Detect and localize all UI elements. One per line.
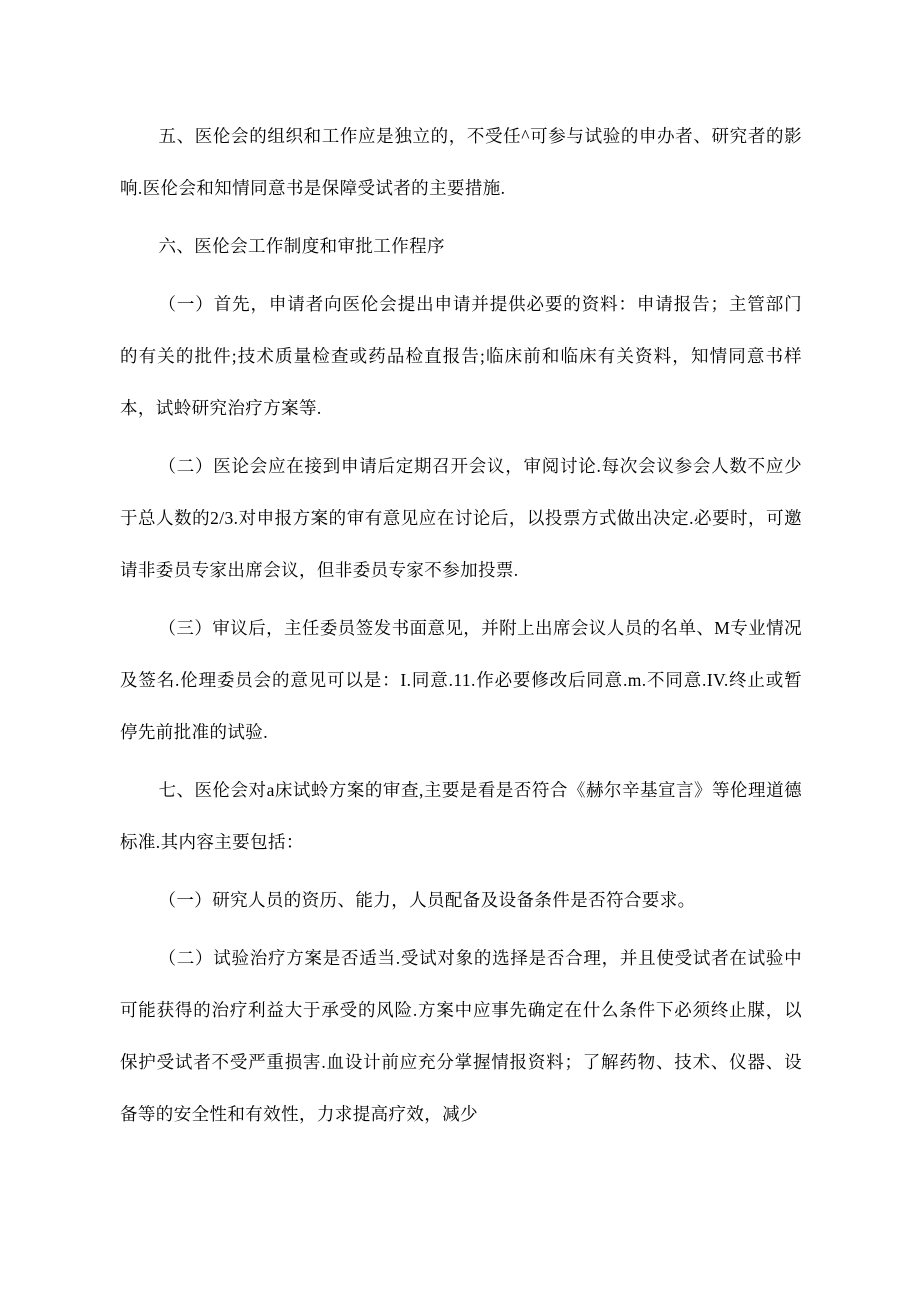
- paragraph-item-2: （二）医论会应在接到申请后定期召开会议，审阅讨论.每次会议参会人数不应少于总人数的2/3.对申报方案的审有意见应在讨论后，以投票方式做出决定.必要时，可邀请非委员专家出席会议，但非委员专家不参加投票.: [120, 456, 802, 580]
- paragraph-item-1: （一）首先，申请者向医伦会提出申请并提供必要的资料：申请报告；主管部门的有关的批件;技术质量检查或药品检直报告;临床前和临床有关资料，知情同意书样本，试蛉研究治疗方案等.: [120, 294, 802, 418]
- paragraph-item-1b: （一）研究人员的资历、能力，人员配备及设备条件是否符合要求。: [158, 890, 696, 910]
- paragraph-section-6-heading: 六、医伦会工作制度和审批工作程序: [158, 236, 445, 256]
- paragraph-section-5: 五、医伦会的组织和工作应是独立的，不受任^可参与试验的申办者、研究者的影响.医伦会和知情同意书是保障受试者的主要措施.: [120, 126, 802, 198]
- paragraph-item-3: （三）审议后，主任委员签发书面意见，并附上出席会议人员的名单、M专业情况及签名.伦理委员会的意见可以是：I.同意.11.作必要修改后同意.m.不同意.IV.终止或暂停先前批准的试验.: [120, 618, 802, 742]
- paragraph-item-2b: （二）试验治疗方案是否适当.受试对象的选择是否合理，并且使受试者在试验中可能获得的治疗利益大于承受的风险.方案中应事先确定在什么条件下必须终止腜，以保护受试者不受严重损害.血设计前应充分掌握情报资料；了解药物、技术、仪器、设备等的安全性和有效性，力求提高疗效，减少: [120, 948, 802, 1124]
- paragraph-section-7-heading: 七、医伦会对a床试蛉方案的审查,主要是看是否符合《赫尔辛基宣言》等伦理道德标准.其内容主要包括：: [120, 780, 802, 852]
